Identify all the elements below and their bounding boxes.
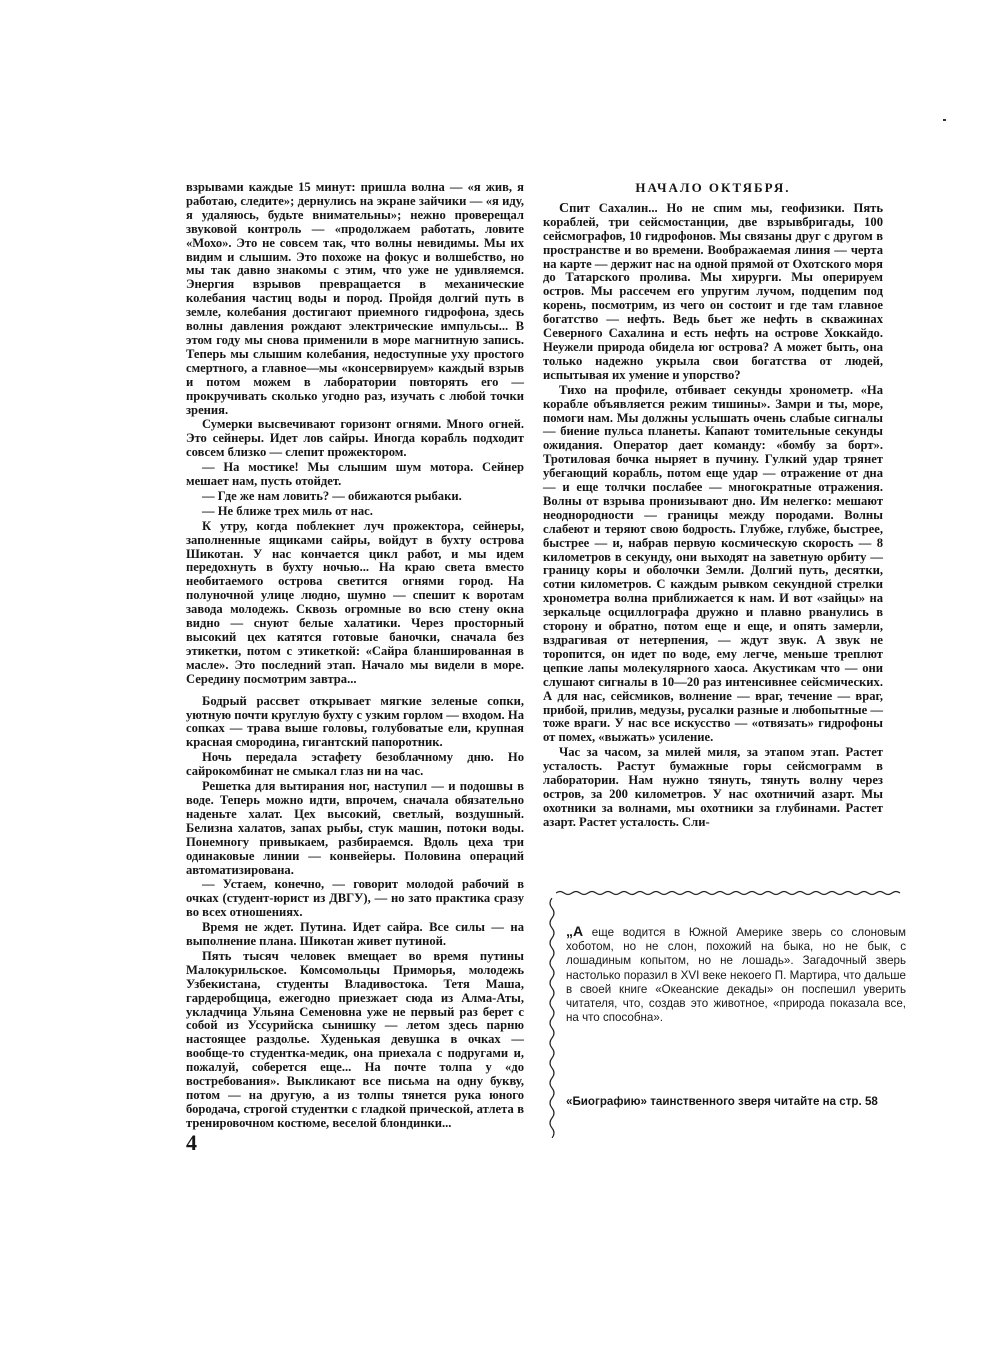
paragraph: Пять тысяч человек вмещает во время путины Малокурильское. Комсомольцы Приморья, молодежь Узбекистана, студенты Владивостока. Тетя Маша, гардеробщица, ежегодно приезжает сюда из Алма-Аты, укладчица Ульяна Семеновна уже не первый раз берет с собой из Уссурийска сынишку — летом здесь парню настоящее раздолье. Худенькая девушка в очках — вообще-то студентка-медик, она приехала с подругами и, пожалуй, соберется еще... На почте толпа у «до востребования». Выкликают все письма на одну букву, потом — на другую, а из толпы тянется рука юного бородача, строгой студентки с гладкой прической, атлета в тренировочном костюме, веселой блондинки... [186,948,524,1130]
paragraph: Тихо на профиле, отбивает секунды хронометр. «На корабле объявляется режим тишины». Замри и ты, море, помоги нам. Мы должны услышать очень слабые сигналы — биение пульса планеты. Капают томительные секунды ожидания. Оператор дает команду: «бомбу за борт». Тротиловая бочка ныряет в пучину. Гулкий удар трянет убегающий корабль, потом еще удар — отражение от дна — и еще толчки послабее — многократные отражения. Волны от взрыва пронизывают дно. Им нелегко: мешают неоднородности — границы между породами. Волны слабеют и теряют свою бодрость. Глубже, глубже, быстрее, быстрее — и, набрав первую космическую скорость — 8 километров в секунду, они выходят на заветную орбиту — границу коры и оболочки Земли. Долгий путь, десятки, сотни километров. С каждым рывком секундной стрелки хронометра волна приближается к нам. И вот «зайцы» на зеркальце осциллографа дружно и плавно рванулись в сторону и обратно, потом еще и еще, и опять замерли, вздрагивая от нетерпения, — ждут звук. А звук не торопится, он идет по воде, ему легче, меньше треплют цепкие лапы молекулярного хаоса. Акустикам что — они слушают сигналы в 10—20 раз интенсивнее сейсмических. А для нас, сейсмиков, волнение — враг, течение — враг, прибой, прилив, медузы, русалки разные и любопытные — тоже враги. У нас все искусство — «отвязать» гидрофоны от помех, «выжать» усиление. [543,382,883,745]
wavy-border-left [548,898,556,1138]
paragraph-text: пит Сахалин... Но не спим мы, геофизики. Пять кораблей, три сейсмостанции, две взрывбригады, 100 сейсмографов, 10 гидрофонов. Мы связаны друг с другом в пространстве и во времени. Воображаемая линия — черта на карте — держит нас на одной прямой от Охотского моря до Татарского пролива. Мы хирурги. Мы оперируем остров. Мы рассечем его упругим лучом, подцепим под корень, посмотрим, из чего он состоит и где там главное богатство — нефть. Ведь бьет же нефть в скважинах Северного Сахалина и есть нефть на острове Хоккайдо. Неужели природа обидела юг острова? А может быть, она только надежно укрыла свои богатства от людей, испытывая их умение и упорство? [543,200,883,382]
sidebar-quote [566,924,906,1025]
paragraph: взрывами каждые 15 минут: пришла волна — «я жив, я работаю, следите»; дернулись на экране зайчики — «я иду, я удаляюсь, будьте внимательны»; нежно проверещал звуковой контроль — «продолжаем работать, ловите «Мохо». Это не совсем так, что волны невидимы. Мы их видим и слышим. Это похоже на фокус и волшебство, но мы так давно знакомы с этим, что уже не удивляемся. Энергия взрывов превращается в механические колебания частиц воды и пород. Пройдя долгий путь в земле, колебания достигают приемного гидрофона, здесь волны давления рождают электрические импульсы... В этом году мы снова применили в море магнитную запись. Теперь мы слышим колебания, недоступные уху простого смертного, а главное—мы «консервируем» каждый взрыв и потом можем в лаборатории повторять его — прокручивать сколько угодно раз, изучать с любой точки зрения. [186,180,524,417]
paragraph: Решетка для вытирания ног, наступил — и подошвы в воде. Теперь можно идти, впрочем, сначала обязательно наденьте халат. Цех высокий, светлый, воздушный. Белизна халатов, запах рыбы, стук машин, потоки воды. Понемногу привыкаем, разбираемся. Вдоль цеха три одинаковые линии — конвейеры. Половина операций автоматизирована. [186,779,524,877]
dialogue-line: — На мостике! Мы слышим шум мотора. Сейнер мешает нам, пусть отойдет. [186,460,524,489]
wavy-border-top [556,890,901,896]
quote-text: еще водится в Южной Америке зверь со слоновым хоботом, но не слон, похожий на быка, но не бык, с лошадиным копытом, но не лошадь». Загадочный зверь настолько поразил в XVI веке некоего П. Мартира, что дальше в своей книге «Океанские декады» он поспешил уверить читателя, что, создав это животное, «природа показала все, на что способна». [566,926,906,1025]
paragraph: Время не ждет. Путина. Идет сайра. Все силы — на выполнение плана. Шикотан живет путиной. [186,920,524,949]
paragraph [543,202,883,383]
paragraph: Час за часом, за милей миля, за этапом этап. Растет усталость. Растут бумажные горы сейсмограмм в лаборатории. Нам нужно тянуть, тянуть волну через остров, за 200 километров. У нас охотничий азарт. Мы охотники за волнами, мы охотники за глубинами. Растет азарт. Растет усталость. Сли- [543,745,883,829]
paragraph: К утру, когда поблекнет луч прожектора, сейнеры, заполненные ящиками сайры, войдут в бухту острова Шикотан. У нас кончается цикл работ, и мы идем передохнуть в бухту ночью... На краю света вместо необитаемого острова светится огнями город. На полуночной улице людно, шумно — спешит к воротам завода молодежь. Сквозь огромные во всю стену окна видно — снуют белые халатики. Через просторный высокий цех катятся готовые баночки, сначала без этикетки, потом с этикеткой: «Сайра бланшированная в масле». Это последний этап. Начало мы видели в море. Середину посмотрим завтра... [186,518,524,686]
dialogue-line: — Устаем, конечно, — говорит молодой рабочий в очках (студент-юрист из ДВГУ), — но зато практика сразу во всех отношениях. [186,877,524,920]
page-number: 4 [186,1130,197,1155]
quote-opening: „А [566,923,584,939]
paragraph: Бодрый рассвет открывает мягкие зеленые сопки, уютную почти круглую бухту с узким горлом — входом. На сопках — трава выше головы, голубоватые ели, крупная красная смородина, гигантский папоротник. [186,693,524,750]
scan-mark [943,119,946,121]
dialogue-line: — Где же нам ловить? — обижаются рыбаки. [202,488,462,503]
paragraph: Сумерки высвечивают горизонт огнями. Много огней. Это сейнеры. Идет лов сайры. Иногда корабль подходит совсем близко — слепит прожектором. [186,417,524,460]
drop-cap: С [559,200,570,216]
sidebar-box [548,888,908,1138]
article-left-column [186,181,524,1132]
paragraph: Ночь передала эстафету безоблачному дню. Но сайрокомбинат не смыкал глаз ни на час. [186,750,524,779]
article-right-column [543,181,883,831]
section-heading: НАЧАЛО ОКТЯБРЯ. [635,180,791,195]
sidebar-reference: «Биографию» таинственного зверя читайте на стр. 58 [566,1095,878,1108]
dialogue-line: — Не ближе трех миль от нас. [202,503,373,518]
